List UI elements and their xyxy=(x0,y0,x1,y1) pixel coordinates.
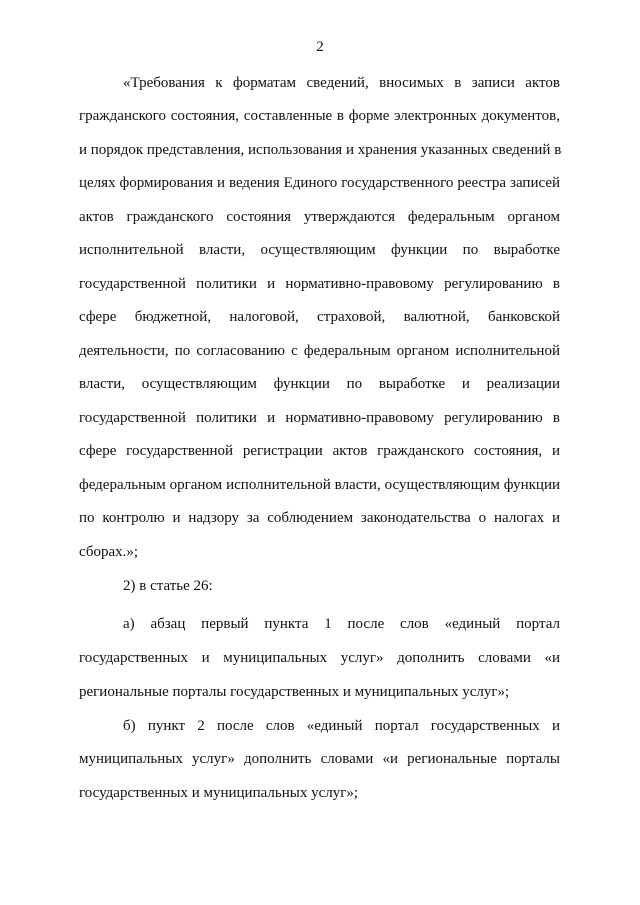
text-line: сборах.»; xyxy=(79,544,139,560)
text-line: сфере бюджетной, налоговой, страховой, валютной, банковской xyxy=(79,309,560,325)
text-line: государственных и муниципальных услуг»; xyxy=(79,785,359,801)
text-line: по контролю и надзору за соблюдением законодательства о налогах и xyxy=(79,510,560,526)
text-line: б) пункт 2 после слов «единый портал государственных и xyxy=(123,718,560,734)
text-line: государственной политики и нормативно-правовому регулированию в xyxy=(79,410,560,426)
text-line: сфере государственной регистрации актов гражданского состояния, и xyxy=(79,443,560,459)
text-line: целях формирования и ведения Единого государственного реестра записей xyxy=(79,175,560,191)
text-line: власти, осуществляющим функции по выработке и реализации xyxy=(79,376,560,392)
text-line: а) абзац первый пункта 1 после слов «единый портал xyxy=(123,616,560,632)
text-line: гражданского состояния, составленные в форме электронных документов, xyxy=(79,108,560,124)
text-line: государственной политики и нормативно-правовому регулированию в xyxy=(79,276,560,292)
text-line: 2) в статье 26: xyxy=(123,578,213,594)
text-line: исполнительной власти, осуществляющим функции по выработке xyxy=(79,242,560,258)
text-line: муниципальных услуг» дополнить словами «и региональные порталы xyxy=(79,751,560,767)
text-line: региональные порталы государственных и муниципальных услуг»; xyxy=(79,684,510,700)
text-line: государственных и муниципальных услуг» дополнить словами «и xyxy=(79,650,560,666)
text-line: актов гражданского состояния утверждаются федеральным органом xyxy=(79,209,560,225)
text-line: и порядок представления, использования и хранения указанных сведений в xyxy=(79,142,562,158)
text-line: федеральным органом исполнительной власти, осуществляющим функции xyxy=(79,477,560,493)
text-line: деятельности, по согласованию с федеральным органом исполнительной xyxy=(79,343,560,359)
text-line: «Требования к форматам сведений, вносимых в записи актов xyxy=(123,75,560,91)
page-number: 2 xyxy=(316,39,324,55)
